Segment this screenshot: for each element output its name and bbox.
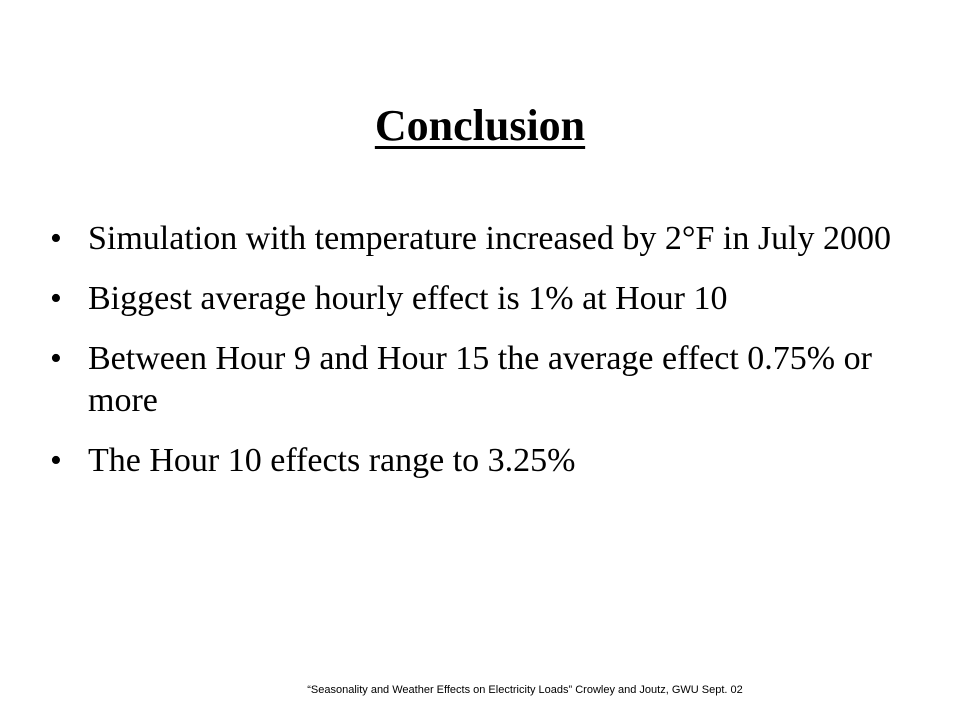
bullet-text: Biggest average hourly effect is 1% at Hour 10	[88, 280, 728, 317]
bullet-dot-icon: •	[50, 340, 62, 377]
bullet-dot-icon: •	[50, 220, 62, 257]
slide-title-text: Conclusion	[374, 101, 586, 150]
bullet-item	[50, 278, 910, 320]
bullet-item	[50, 338, 910, 422]
bullet-item	[50, 440, 910, 482]
bullet-text: The Hour 10 effects range to 3.25%	[88, 442, 576, 479]
bullet-dot-icon: •	[50, 280, 62, 317]
slide-title	[0, 98, 960, 154]
bullet-text: Simulation with temperature increased by 2°F in July 2000	[88, 220, 892, 257]
bullet-dot-icon: •	[50, 442, 62, 479]
bullet-list	[50, 218, 910, 500]
slide-footer-citation: “Seasonality and Weather Effects on Electricity Loads” Crowley and Joutz, GWU Sept. 02	[307, 684, 743, 696]
bullet-text: Between Hour 9 and Hour 15 the average effect 0.75% or more	[88, 340, 872, 419]
bullet-item	[50, 218, 910, 260]
